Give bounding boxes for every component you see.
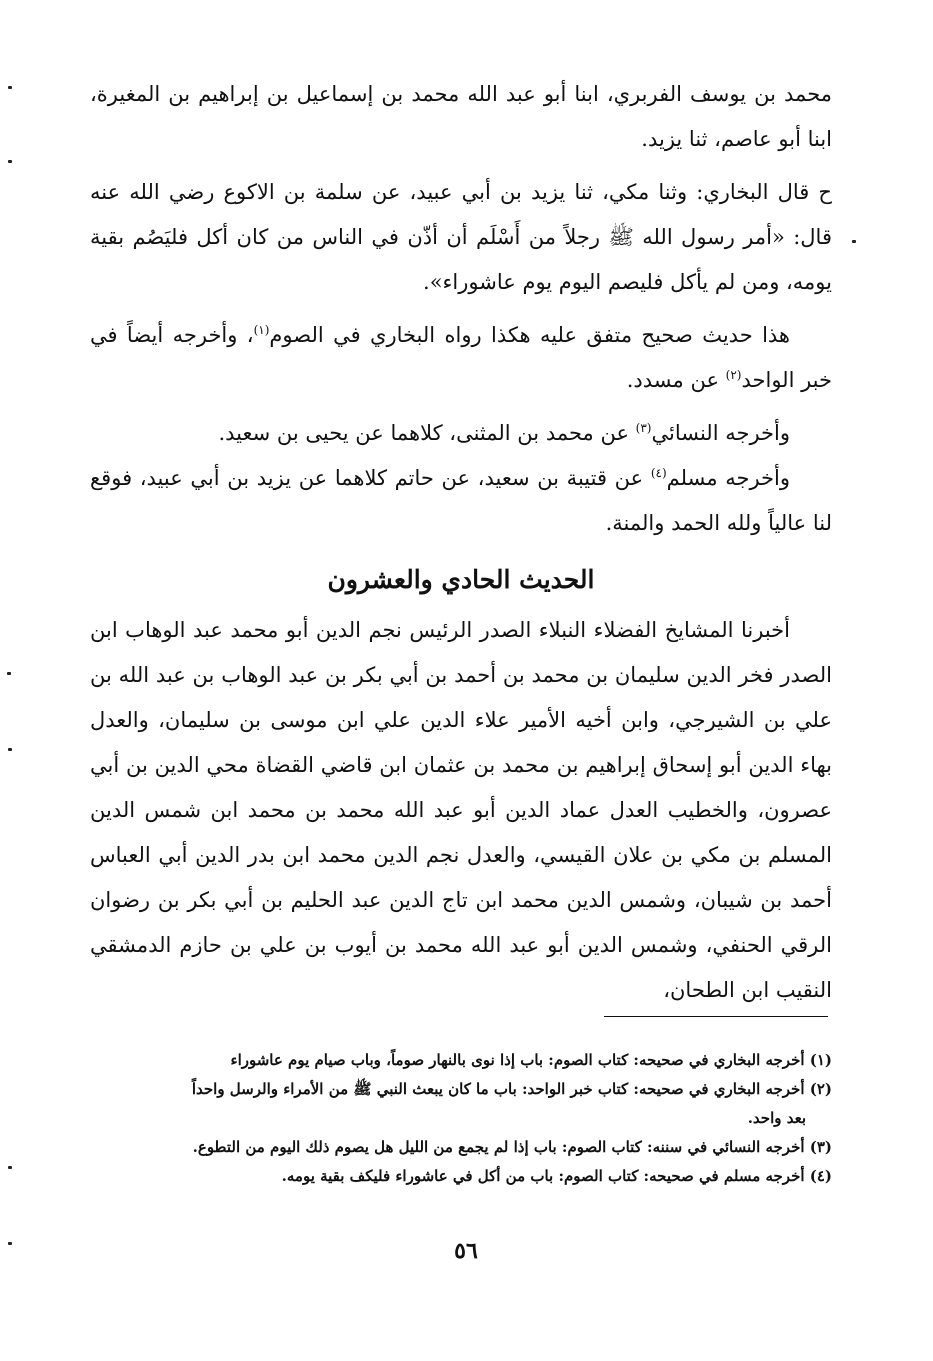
paragraph-takhrij-muslim (90, 456, 832, 546)
footnote-2: (٢) أخرجه البخاري في صحيحه: كتاب خبر الواحد: باب ما كان يبعث النبي ﷺ من الأمراء والرسل واحداً (191, 1080, 832, 1098)
muslim-text-2: عن قتيبة بن سعيد، عن حاتم كلاهما عن يزيد بن أبي عبيد، فوقع لنا عالياً ولله الحمد والمنة. (90, 466, 832, 535)
footnote-1: (١) أخرجه البخاري في صحيحه: كتاب الصوم: باب إذا نوى بالنهار صوماً، وباب صيام يوم عاشوراء (230, 1051, 832, 1069)
takhrij-text-3: عن مسدد. (626, 368, 726, 392)
paragraph-isnad-continuation: محمد بن يوسف الفربري، ابنا أبو عبد الله محمد بن إسماعيل بن إبراهيم بن المغيرة، ابنا أبو عاصم، ثنا يزيد. (90, 82, 832, 151)
footnote-2-continuation: بعد واحد. (747, 1109, 806, 1127)
scan-speck (7, 672, 11, 675)
scan-speck (8, 1242, 12, 1245)
takhrij-text-2: ، وأخرجه أيضاً في خبر الواحد (90, 323, 832, 392)
footnote-divider (604, 1016, 828, 1017)
scan-speck (8, 1166, 12, 1169)
page-number: ٥٦ (454, 1238, 478, 1264)
footnote-3: (٣) أخرجه النسائي في سننه: كتاب الصوم: باب إذا لم يجمع من الليل هل يصوم ذلك اليوم من التطوع. (192, 1138, 832, 1156)
footnotes (95, 1046, 832, 1191)
scan-speck (8, 86, 12, 89)
paragraph-hadith-21-isnad: أخبرنا المشايخ الفضلاء النبلاء الصدر الرئيس نجم الدين أبو محمد عبد الوهاب ابن الصدر فخر الدين سليمان بن محمد بن أحمد بن أبي بكر بن عبد الوهاب بن عبد الله بن علي بن الشيرجي، وابن أخيه الأمير علاء الدين علي ابن موسى بن سليمان، والعدل بهاء الدين أبو إسحاق إبراهيم بن محمد بن عثمان ابن قاضي القضاة محي الدين بن أبي عصرون، والخطيب العدل عماد الدين أبو عبد الله محمد بن محمد ابن شمس الدين المسلم بن مكي بن علان القيسي، والعدل نجم الدين محمد ابن بدر الدين أبي العباس أحمد بن شيبان، وشمس الدين محمد ابن تاج الدين عبد الحليم بن أبي بكر بن رضوان الرقي الحنفي، وشمس الدين أبو عبد الله محمد بن أيوب بن علي بن حازم الدمشقي النقيب ابن الطحان، (90, 618, 832, 1002)
footnote-ref-1[interactable]: (١) (253, 323, 270, 337)
nasai-text-1: وأخرجه النسائي (651, 421, 790, 445)
scan-speck (8, 748, 12, 751)
paragraph-takhrij-nasai (90, 411, 832, 456)
footnote-ref-4[interactable]: (٤) (650, 466, 667, 480)
takhrij-text-1: هذا حديث صحيح متفق عليه هكذا رواه البخاري في الصوم (269, 323, 790, 347)
section-heading: الحديث الحادي والعشرون (327, 565, 595, 594)
scan-speck (852, 240, 856, 243)
muslim-text-1: وأخرجه مسلم (666, 466, 791, 490)
paragraph-hadith-text: ح قال البخاري: وثنا مكي، ثنا يزيد بن أبي عبيد، عن سلمة بن الاكوع رضي الله عنه قال: «أمر رسول الله ﷺ رجلاً من أَسْلَم أن أذّن في الناس من كان أكل فليَصُم بقية يومه، ومن لم يأكل فليصم اليوم يوم عاشوراء». (90, 180, 832, 294)
scan-speck (8, 160, 12, 163)
footnote-ref-3[interactable]: (٣) (635, 421, 652, 435)
main-text (90, 72, 832, 1013)
footnote-4: (٤) أخرجه مسلم في صحيحه: كتاب الصوم: باب من أكل في عاشوراء فليكف بقية يومه. (281, 1167, 832, 1185)
nasai-text-2: عن محمد بن المثنى، كلاهما عن يحيى بن سعيد. (218, 421, 636, 445)
paragraph-takhrij-bukhari (90, 313, 832, 403)
footnote-ref-2[interactable]: (٢) (725, 368, 742, 382)
